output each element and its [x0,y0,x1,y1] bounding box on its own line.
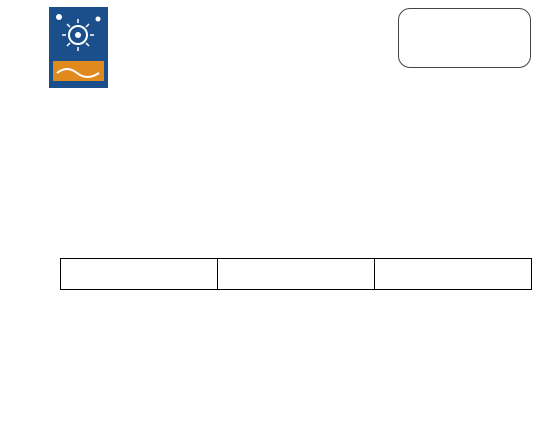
table-header-row [61,259,532,290]
day-header-friday [375,259,532,290]
day-header-saturday [218,259,375,290]
day-header-sunday [61,259,218,290]
version-row [399,29,530,41]
reference-box [398,8,531,68]
inm-logo [49,7,108,88]
page-row [399,41,530,53]
reference-row [399,17,530,29]
temperature-table [60,258,532,290]
